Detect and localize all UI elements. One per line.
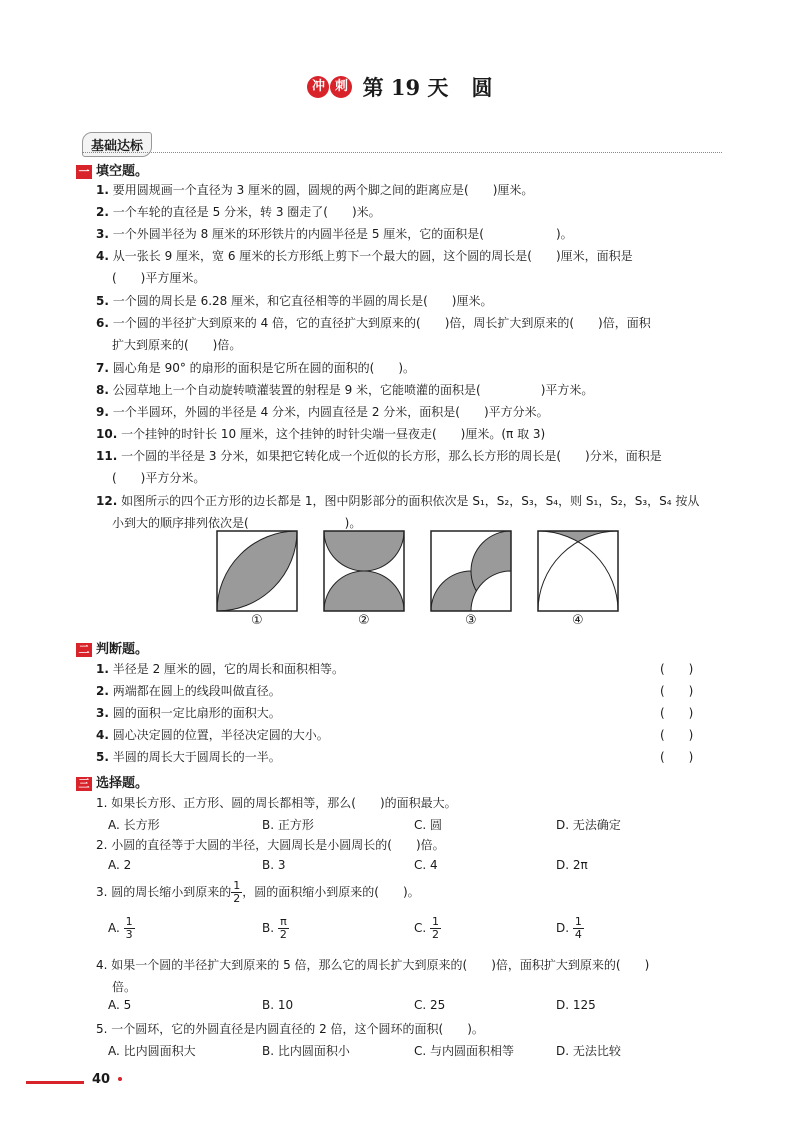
choice-4-option-c[interactable]: C. 25	[414, 998, 446, 1012]
title-badge-1: 冲	[307, 76, 329, 98]
fill-question-6	[96, 314, 651, 331]
fill-question-4-cont: ( )平方厘米。	[112, 271, 206, 285]
q-number: 5.	[96, 294, 109, 308]
choice-5-option-b[interactable]: B. 比内圆面积小	[262, 1044, 350, 1058]
q-number: 7.	[96, 361, 109, 375]
q-number: 12.	[96, 494, 118, 508]
frac-numerator: 1	[233, 879, 241, 892]
q-number: 11.	[96, 449, 118, 463]
q-number: 1.	[96, 662, 109, 676]
judge-question-1	[96, 660, 344, 677]
choice-question-4: 4. 如果一个圆的半径扩大到原来的 5 倍，那么它的周长扩大到原来的( )倍，面积扩大到原来的( )	[96, 958, 650, 972]
figure-square-2	[323, 530, 405, 612]
fill-question-12	[96, 492, 699, 509]
figure-label-2: ②	[358, 613, 370, 628]
figure-square-3	[430, 530, 512, 612]
section-number: 一	[76, 165, 92, 179]
fill-question-11-cont: ( )平方分米。	[112, 471, 206, 485]
choice-5-option-d[interactable]: D. 无法比较	[556, 1044, 621, 1058]
choice-question-2: 2. 小圆的直径等于大圆的半径，大圆周长是小圆周长的( )倍。	[96, 838, 445, 852]
judge-answer-blank-2[interactable]: ( )	[660, 684, 694, 698]
option-letter: D.	[556, 921, 570, 935]
page-dot	[118, 1077, 122, 1081]
fill-question-1	[96, 181, 533, 198]
q-text: 一个圆的周长是 6.28 厘米，和它直径相等的半圆的周长是( )厘米。	[112, 294, 493, 308]
choice-4-option-d[interactable]: D. 125	[556, 998, 596, 1012]
fill-question-10	[96, 425, 545, 442]
footer-rule	[26, 1081, 84, 1084]
frac-denominator: 4	[574, 928, 582, 941]
section-number: 三	[76, 777, 92, 791]
title-day: 第 19 天	[362, 75, 449, 100]
q3-fraction	[231, 880, 242, 905]
figure-label-3: ③	[465, 613, 477, 628]
choice-2-option-a[interactable]: A. 2	[108, 858, 132, 872]
title-badge-2: 刺	[330, 76, 352, 98]
choice-question-1: 1. 如果长方形、正方形、圆的周长都相等，那么( )的面积最大。	[96, 796, 457, 810]
choice-3-option-a[interactable]	[108, 916, 135, 941]
frac-denominator: 2	[233, 892, 241, 905]
q-text: 一个外圆半径为 8 厘米的环形铁片的内圆半径是 5 厘米，它的面积是( )。	[112, 227, 573, 241]
option-fraction	[573, 916, 584, 941]
judge-question-4	[96, 726, 329, 743]
choice-4-option-b[interactable]: B. 10	[262, 998, 294, 1012]
choice-1-option-d[interactable]: D. 无法确定	[556, 818, 621, 832]
choice-question-4-cont: 倍。	[112, 980, 137, 994]
fill-question-2	[96, 203, 381, 220]
choice-5-option-a[interactable]: A. 比内圆面积大	[108, 1044, 196, 1058]
q-text: 圆心角是 90° 的扇形的面积是它所在圆的面积的( )。	[112, 361, 416, 375]
judge-answer-blank-3[interactable]: ( )	[660, 706, 694, 720]
option-letter: C.	[414, 921, 427, 935]
q-text: 一个挂钟的时针长 10 厘米，这个挂钟的时针尖端一昼夜走( )厘米。(π 取 3)	[121, 427, 546, 441]
q-text: 一个圆的半径扩大到原来的 4 倍，它的直径扩大到原来的( )倍，周长扩大到原来的( )倍，面积	[112, 316, 651, 330]
q-text: 公园草地上一个自动旋转喷灌装置的射程是 9 米，它能喷灌的面积是( )平方米。	[112, 383, 594, 397]
q-number: 3.	[96, 227, 109, 241]
q-number: 10.	[96, 427, 118, 441]
choice-question-3	[96, 880, 420, 905]
q-number: 1.	[96, 183, 109, 197]
choice-4-option-a[interactable]: A. 5	[108, 998, 132, 1012]
section-heading-judge	[76, 638, 148, 657]
q-text: 如图所示的四个正方形的边长都是 1，图中阴影部分的面积依次是 S₁，S₂，S₃，S₄，则 S₁，S₂，S₃，S₄ 按从	[121, 494, 700, 508]
judge-answer-blank-1[interactable]: ( )	[660, 662, 694, 676]
fill-question-8	[96, 381, 593, 398]
option-fraction	[124, 916, 135, 941]
option-letter: A.	[108, 921, 120, 935]
q3-text-post: ，圆的面积缩小到原来的( )。	[242, 885, 420, 899]
q-text: 一个半圆环，外圆的半径是 4 分米，内圆直径是 2 分米，面积是( )平方分米。	[112, 405, 549, 419]
page-title	[0, 72, 800, 106]
q-number: 4.	[96, 249, 109, 263]
judge-answer-blank-5[interactable]: ( )	[660, 750, 694, 764]
choice-1-option-c[interactable]: C. 圆	[414, 818, 443, 832]
choice-2-option-d[interactable]: D. 2π	[556, 858, 588, 872]
q-text: 半径是 2 厘米的圆，它的周长和面积相等。	[112, 662, 345, 676]
section-tag: 基础达标	[82, 132, 152, 157]
section-number: 二	[76, 643, 92, 657]
q3-text-pre: 3. 圆的周长缩小到原来的	[96, 885, 232, 899]
fill-question-12-cont: 小到大的顺序排列依次是( )。	[112, 516, 362, 530]
frac-numerator: π	[278, 916, 289, 929]
tag-divider	[82, 152, 722, 153]
choice-3-option-c[interactable]	[414, 916, 441, 941]
q-number: 2.	[96, 205, 109, 219]
choice-question-5: 5. 一个圆环，它的外圆直径是内圆直径的 2 倍，这个圆环的面积( )。	[96, 1022, 484, 1036]
option-fraction	[430, 916, 441, 941]
frac-denominator: 3	[125, 928, 133, 941]
fill-question-7	[96, 359, 415, 376]
choice-2-option-b[interactable]: B. 3	[262, 858, 286, 872]
frac-numerator: 1	[125, 915, 133, 928]
figure-square-1	[216, 530, 298, 612]
section-heading-choice	[76, 772, 148, 791]
fill-question-9	[96, 403, 549, 420]
figure-label-4: ④	[572, 613, 584, 628]
frac-denominator: 2	[432, 928, 440, 941]
q-number: 6.	[96, 316, 109, 330]
q-number: 9.	[96, 405, 109, 419]
page-number: 40	[92, 1072, 111, 1087]
choice-1-option-b[interactable]: B. 正方形	[262, 818, 314, 832]
section-title: 判断题。	[96, 642, 149, 657]
option-letter: B.	[262, 921, 275, 935]
choice-5-option-c[interactable]: C. 与内圆面积相等	[414, 1044, 515, 1058]
fill-question-4	[96, 247, 633, 264]
judge-question-5	[96, 748, 281, 765]
section-title: 选择题。	[96, 776, 149, 791]
choice-3-option-b[interactable]	[262, 916, 289, 941]
fill-question-3	[96, 225, 573, 242]
choice-2-option-c[interactable]: C. 4	[414, 858, 438, 872]
q-number: 4.	[96, 728, 109, 742]
figure-label-1: ①	[251, 613, 263, 628]
frac-denominator: 2	[279, 928, 287, 941]
q-text: 从一张长 9 厘米，宽 6 厘米的长方形纸上剪下一个最大的圆，这个圆的周长是( )厘米，面积是	[112, 249, 633, 263]
fill-question-11	[96, 447, 662, 464]
fill-question-5	[96, 292, 492, 309]
q-number: 3.	[96, 706, 109, 720]
judge-question-2	[96, 682, 281, 699]
section-heading-fill	[76, 160, 148, 179]
figure-square-4	[537, 530, 619, 612]
q-text: 要用圆规画一个直径为 3 厘米的圆，圆规的两个脚之间的距离应是( )厘米。	[112, 183, 534, 197]
frac-numerator: 1	[574, 915, 582, 928]
judge-question-3	[96, 704, 281, 721]
q-text: 一个圆的半径是 3 分米，如果把它转化成一个近似的长方形，那么长方形的周长是( )分米，面积是	[121, 449, 662, 463]
judge-answer-blank-4[interactable]: ( )	[660, 728, 694, 742]
q-number: 5.	[96, 750, 109, 764]
choice-1-option-a[interactable]: A. 长方形	[108, 818, 160, 832]
q-text: 圆心决定圆的位置，半径决定圆的大小。	[112, 728, 329, 742]
option-fraction	[278, 916, 289, 941]
section-title: 填空题。	[96, 164, 149, 179]
q-text: 半圆的周长大于圆周长的一半。	[112, 750, 281, 764]
q-text: 一个车轮的直径是 5 分米，转 3 圈走了( )米。	[112, 205, 381, 219]
frac-numerator: 1	[432, 915, 440, 928]
fill-question-6-cont: 扩大到原来的( )倍。	[112, 338, 242, 352]
choice-3-option-d[interactable]	[556, 916, 584, 941]
q-text: 两端都在圆上的线段叫做直径。	[112, 684, 281, 698]
q-text: 圆的面积一定比扇形的面积大。	[112, 706, 281, 720]
title-topic: 圆	[471, 75, 493, 100]
q-number: 2.	[96, 684, 109, 698]
q-number: 8.	[96, 383, 109, 397]
